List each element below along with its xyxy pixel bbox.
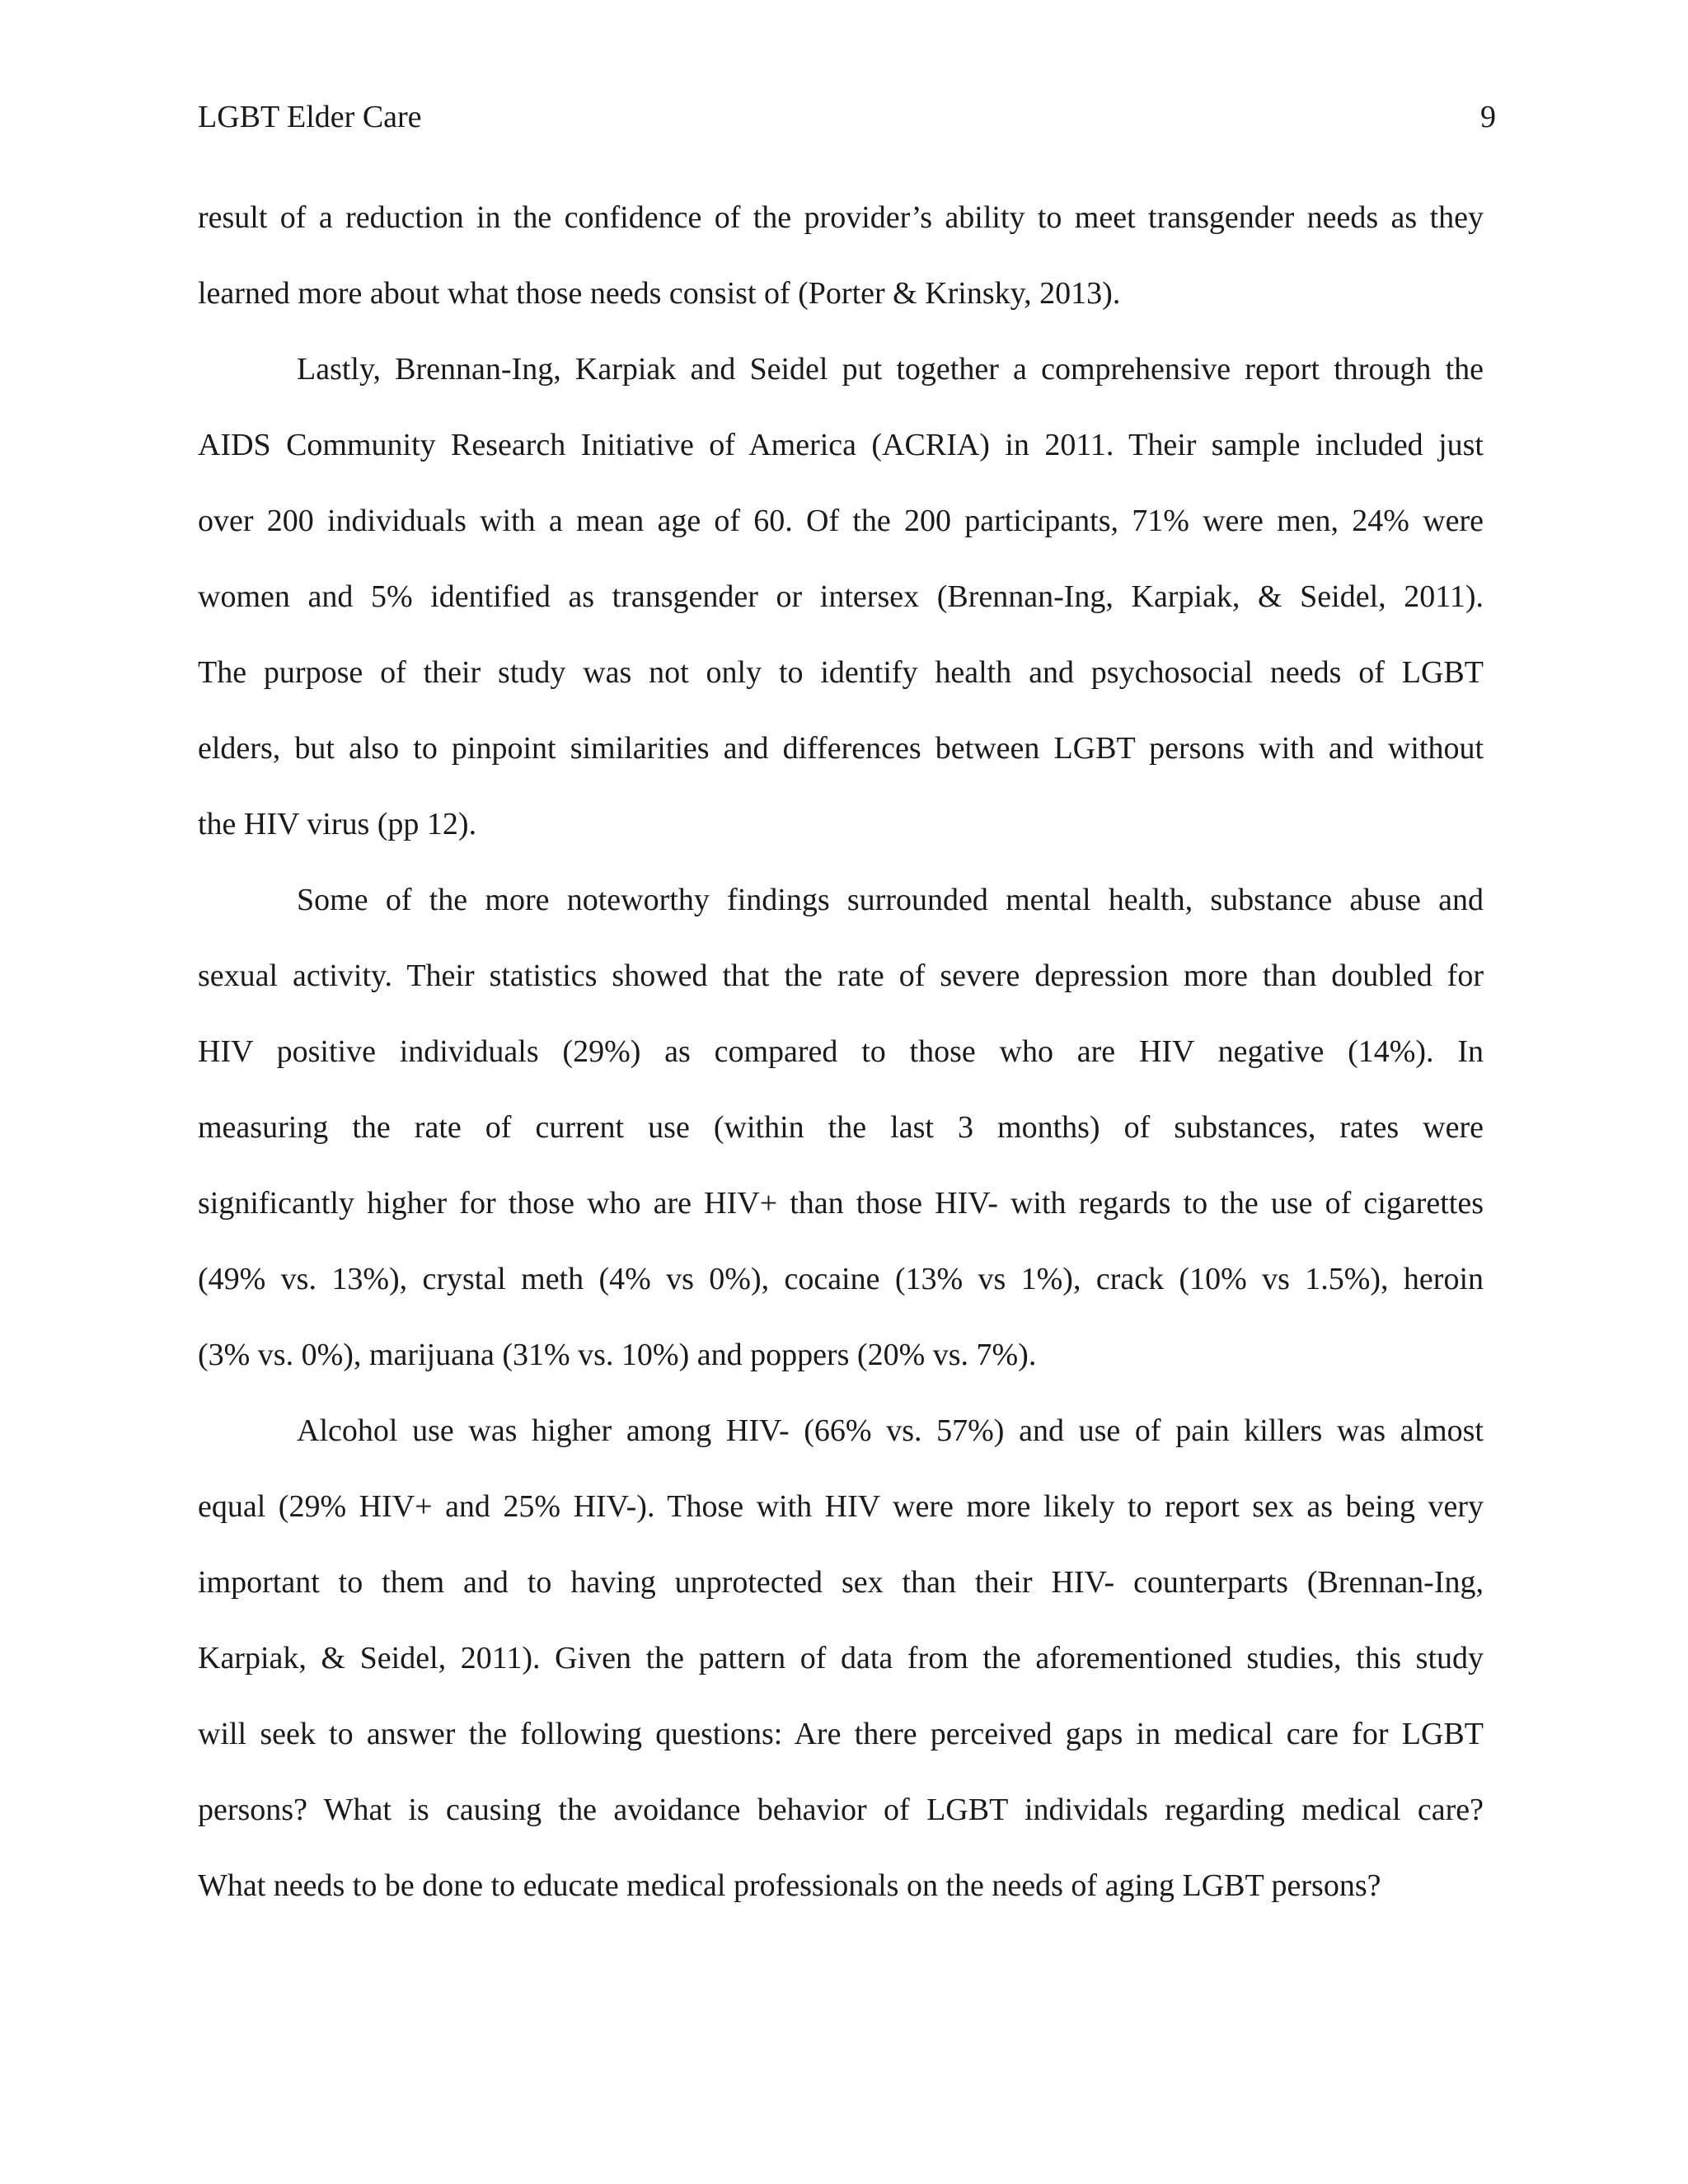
- text-line: learned more about what those needs consist of (Porter & Krinsky, 2013).: [198, 276, 1121, 311]
- text-line: significantly higher for those who are HIV+ than those HIV- with regards to the use of cigarettes: [198, 1186, 1484, 1221]
- page-number: 9: [1480, 100, 1496, 134]
- text-line: What needs to be done to educate medical professionals on the needs of aging LGBT persons?: [198, 1868, 1381, 1903]
- text-line: equal (29% HIV+ and 25% HIV-). Those with HIV were more likely to report sex as being very: [198, 1489, 1484, 1524]
- text-line: AIDS Community Research Initiative of America (ACRIA) in 2011. Their sample included just: [198, 428, 1484, 462]
- text-line: elders, but also to pinpoint similarities and differences between LGBT persons with and without: [198, 731, 1484, 766]
- text-line: will seek to answer the following questions: Are there perceived gaps in medical care for LGBT: [198, 1717, 1484, 1751]
- text-line: HIV positive individuals (29%) as compared to those who are HIV negative (14%). In: [198, 1034, 1484, 1069]
- text-line: women and 5% identified as transgender or intersex (Brennan-Ing, Karpiak, & Seidel, 2011).: [198, 579, 1484, 614]
- text-line: measuring the rate of current use (within the last 3 months) of substances, rates were: [198, 1110, 1484, 1145]
- text-line: The purpose of their study was not only to identify health and psychosocial needs of LGBT: [198, 655, 1484, 690]
- text-line: Karpiak, & Seidel, 2011). Given the pattern of data from the aforementioned studies, this study: [198, 1641, 1484, 1675]
- text-line: important to them and to having unprotected sex than their HIV- counterparts (Brennan-Ing,: [198, 1565, 1484, 1600]
- text-line: sexual activity. Their statistics showed that the rate of severe depression more than doubled for: [198, 958, 1484, 993]
- running-head: LGBT Elder Care: [198, 100, 422, 134]
- text-line: the HIV virus (pp 12).: [198, 807, 477, 841]
- text-line: persons? What is causing the avoidance behavior of LGBT individals regarding medical care?: [198, 1793, 1484, 1827]
- text-line: (3% vs. 0%), marijuana (31% vs. 10%) and poppers (20% vs. 7%).: [198, 1338, 1037, 1372]
- text-line: Some of the more noteworthy findings surrounded mental health, substance abuse and: [297, 883, 1484, 917]
- text-line: Lastly, Brennan-Ing, Karpiak and Seidel put together a comprehensive report through the: [297, 352, 1484, 387]
- text-line: (49% vs. 13%), crystal meth (4% vs 0%), cocaine (13% vs 1%), crack (10% vs 1.5%), heroin: [198, 1262, 1484, 1296]
- text-line: over 200 individuals with a mean age of 60. Of the 200 participants, 71% were men, 24% were: [198, 504, 1484, 538]
- text-line: result of a reduction in the confidence of the provider’s ability to meet transgender needs as they: [198, 200, 1484, 235]
- text-line: Alcohol use was higher among HIV- (66% vs. 57%) and use of pain killers was almost: [297, 1413, 1484, 1448]
- body-text: [198, 194, 1484, 1938]
